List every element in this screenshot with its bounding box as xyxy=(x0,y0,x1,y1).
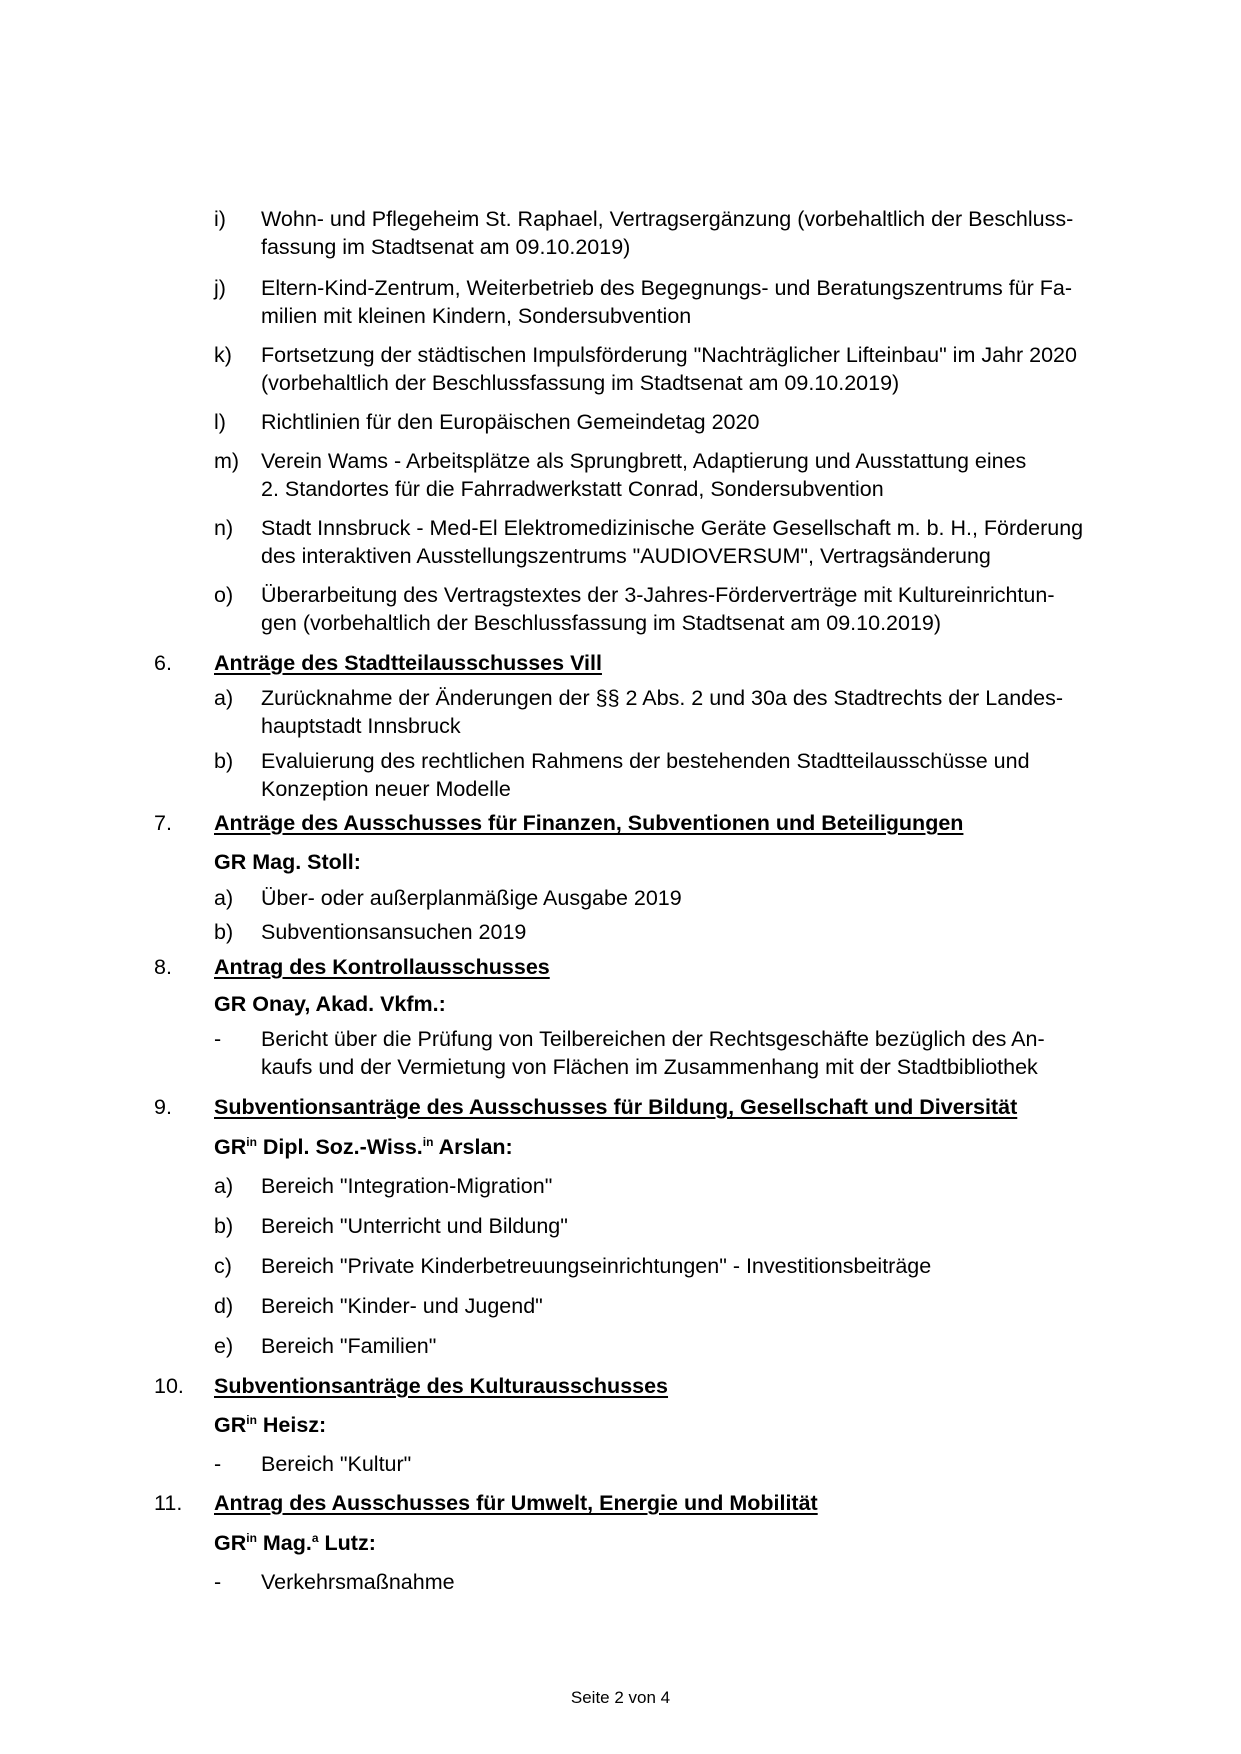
section-9-item-d xyxy=(214,1292,1144,1320)
item-label: m) xyxy=(214,449,240,473)
agenda-item-i xyxy=(214,205,1144,261)
item-label: a) xyxy=(214,686,234,710)
agenda-item-l xyxy=(214,408,1144,436)
item-label: j) xyxy=(214,276,226,300)
item-text-line: gen (vorbehaltlich der Beschlussfassung im Stadtsenat am 09.10.2019) xyxy=(261,611,942,635)
item-text-line: Evaluierung des rechtlichen Rahmens der bestehenden Stadtteilausschüsse und xyxy=(261,749,1030,773)
section-title: Anträge des Ausschusses für Finanzen, Subventionen und Beteiligungen xyxy=(214,811,964,835)
item-label: - xyxy=(214,1027,222,1051)
section-number: 8. xyxy=(154,955,172,979)
section-9-item-b xyxy=(214,1212,1144,1240)
item-text-line: Fortsetzung der städtischen Impulsförderung "Nachträglicher Lifteinbau" im Jahr 2020 xyxy=(261,343,1077,367)
item-text-line: Richtlinien für den Europäischen Gemeindetag 2020 xyxy=(261,410,760,434)
item-label: d) xyxy=(214,1294,234,1318)
agenda-item-m xyxy=(214,447,1144,503)
item-text-line: Konzeption neuer Modelle xyxy=(261,777,511,801)
section-title: Antrag des Kontrollausschusses xyxy=(214,955,550,979)
section-8-item xyxy=(214,1025,1144,1081)
item-text-line: Stadt Innsbruck - Med-El Elektromedizinische Geräte Gesellschaft m. b. H., Förderung xyxy=(261,516,1084,540)
item-text: Bereich "Familien" xyxy=(261,1334,437,1358)
section-title: Subventionsanträge des Ausschusses für Bildung, Gesellschaft und Diversität xyxy=(214,1095,1018,1119)
item-text-line: 2. Standortes für die Fahrradwerkstatt Conrad, Sondersubvention xyxy=(261,477,884,501)
item-text: Subventionsansuchen 2019 xyxy=(261,920,527,944)
item-text-line: fassung im Stadtsenat am 09.10.2019) xyxy=(261,235,631,259)
section-number: 6. xyxy=(154,651,172,675)
section-9-speaker: $GR^{in}$ Dipl. Soz.-Wiss.$^{in}$ Arslan: xyxy=(214,1135,513,1159)
item-text-line: Verein Wams - Arbeitsplätze als Sprungbrett, Adaptierung und Ausstattung eines xyxy=(261,449,1027,473)
item-label: - xyxy=(214,1452,222,1476)
item-text: Verkehrsmaßnahme xyxy=(261,1570,455,1594)
section-6-item-b xyxy=(214,747,1144,803)
item-label: a) xyxy=(214,1174,234,1198)
section-7-speaker: GR Mag. Stoll: xyxy=(214,850,361,874)
item-text-line: (vorbehaltlich der Beschlussfassung im Stadtsenat am 09.10.2019) xyxy=(261,371,900,395)
item-text: Bereich "Integration-Migration" xyxy=(261,1174,553,1198)
agenda-item-o xyxy=(214,581,1144,637)
item-label: b) xyxy=(214,1214,234,1238)
item-label: o) xyxy=(214,583,234,607)
section-7-item-b xyxy=(214,918,1144,946)
item-label: b) xyxy=(214,749,234,773)
section-11-speaker: $GR^{in}$ Mag.$^a$ Lutz: xyxy=(214,1531,376,1555)
section-number: 11. xyxy=(154,1491,183,1515)
section-11-item xyxy=(214,1568,1144,1596)
section-10-item xyxy=(214,1450,1144,1478)
item-text-line: Eltern-Kind-Zentrum, Weiterbetrieb des Begegnungs- und Beratungszentrums für Fa- xyxy=(261,276,1073,300)
agenda-item-k xyxy=(214,341,1144,397)
section-number: 7. xyxy=(154,811,172,835)
item-label: l) xyxy=(214,410,226,434)
page-number-footer: Seite 2 von 4 xyxy=(570,1688,671,1707)
section-6-item-a xyxy=(214,684,1144,740)
item-text-line: Zurücknahme der Änderungen der §§ 2 Abs. 2 und 30a des Stadtrechts der Landes- xyxy=(261,686,1063,710)
item-text-line: Überarbeitung des Vertragstextes der 3-Jahres-Förderverträge mit Kultureinrichtun- xyxy=(261,583,1055,607)
item-label: c) xyxy=(214,1254,232,1278)
item-label: b) xyxy=(214,920,234,944)
section-7-item-a xyxy=(214,884,1144,912)
item-text-line: des interaktiven Ausstellungszentrums "AUDIOVERSUM", Vertragsänderung xyxy=(261,544,991,568)
item-text: Über- oder außerplanmäßige Ausgabe 2019 xyxy=(261,886,682,910)
item-label: i) xyxy=(214,207,226,231)
section-number: 9. xyxy=(154,1095,172,1119)
section-9-item-a xyxy=(214,1172,1144,1200)
item-text-line: Wohn- und Pflegeheim St. Raphael, Vertragsergänzung (vorbehaltlich der Beschluss- xyxy=(261,207,1074,231)
agenda-item-j xyxy=(214,274,1144,330)
item-text-line: Bericht über die Prüfung von Teilbereichen der Rechtsgeschäfte bezüglich des An- xyxy=(261,1027,1045,1051)
item-label: a) xyxy=(214,886,234,910)
section-title: Subventionsanträge des Kulturausschusses xyxy=(214,1374,669,1398)
item-label: k) xyxy=(214,343,232,367)
item-label: - xyxy=(214,1570,222,1594)
item-text: Bereich "Private Kinderbetreuungseinrichtungen" - Investitionsbeiträge xyxy=(261,1254,932,1278)
item-text-line: hauptstadt Innsbruck xyxy=(261,714,461,738)
item-text-line: kaufs und der Vermietung von Flächen im Zusammenhang mit der Stadtbibliothek xyxy=(261,1055,1038,1079)
item-text: Bereich "Unterricht und Bildung" xyxy=(261,1214,568,1238)
item-text: Bereich "Kultur" xyxy=(261,1452,412,1476)
section-9-item-c xyxy=(214,1252,1144,1280)
agenda-item-n xyxy=(214,514,1144,570)
section-title: Anträge des Stadtteilausschusses Vill xyxy=(214,651,602,675)
item-text-line: milien mit kleinen Kindern, Sondersubvention xyxy=(261,304,692,328)
section-10-speaker: $GR^{in}$ Heisz: xyxy=(214,1413,327,1437)
section-number: 10. xyxy=(154,1374,184,1398)
section-8-speaker: GR Onay, Akad. Vkfm.: xyxy=(214,992,446,1016)
item-text: Bereich "Kinder- und Jugend" xyxy=(261,1294,543,1318)
section-9-item-e xyxy=(214,1332,1144,1360)
section-title: Antrag des Ausschusses für Umwelt, Energie und Mobilität xyxy=(214,1491,818,1515)
item-label: e) xyxy=(214,1334,234,1358)
item-label: n) xyxy=(214,516,234,540)
